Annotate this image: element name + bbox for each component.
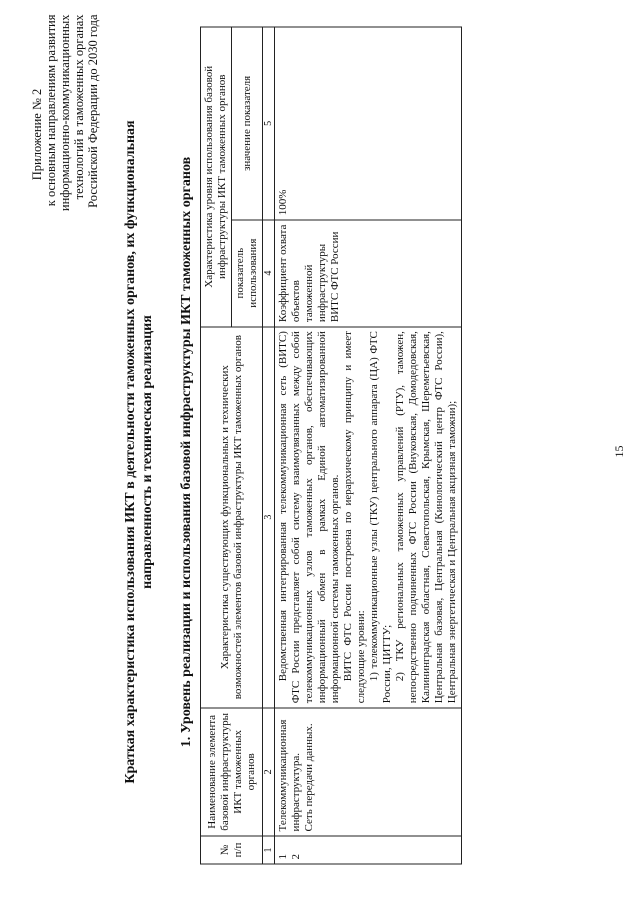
- column-number: 4: [263, 220, 275, 327]
- appendix-number: Приложение № 2: [30, 88, 44, 181]
- header-usage-level: Характеристика уровня использования базовой инфраструктуры ИКТ таможенных органов: [201, 27, 232, 327]
- header-name: Наименование элемента базовой инфраструктуры ИКТ таможенных органов: [201, 708, 263, 836]
- title-line: направленность и техническая реализация: [140, 315, 155, 589]
- element-name: Сеть передачи данных.: [303, 723, 315, 832]
- header-indicator: показатель использования: [232, 220, 263, 327]
- element-name-cell: [275, 708, 462, 836]
- appendix-line: Российской Федерации до 2030 года: [86, 14, 100, 208]
- infrastructure-table: [200, 27, 462, 865]
- description-cell: [275, 327, 462, 708]
- title-line: Краткая характеристика использования ИКТ в деятельности таможенных органов, их функциональная: [123, 120, 138, 784]
- table-header-row: [201, 27, 232, 864]
- section-title: 1. Уровень реализации и использования базовой инфраструктуры ИКТ таможенных органов: [179, 156, 194, 748]
- description-paragraph: 1) телекоммуникационные узлы (ТКУ) центрального аппарата (ЦА) ФТС России, ЦИТТУ;: [368, 331, 393, 704]
- appendix-header: [30, 15, 100, 285]
- row-number: 1: [277, 854, 289, 860]
- column-number: 1: [263, 836, 275, 864]
- page-number: 15: [612, 445, 626, 458]
- appendix-line: к основным направлениям развития: [44, 14, 58, 207]
- column-number-row: [263, 27, 275, 864]
- column-number: 3: [263, 327, 275, 708]
- description-paragraph: ВИТС ФТС России построена по иерархическому принципу и имеет следующие уровни:: [342, 331, 367, 704]
- description-paragraph: 2) ТКУ региональных таможенных управлений (РТУ), таможен, непосредственно подчиненных ФТС России (Внуковская, Домодедовская, Калининградская областная, Севастопольская, Крымская, Шереметьевская, Центральная базовая, Центральная (Кинологический центр ФТС России), Центральная энергетическая и Центральная акцизная таможни);: [394, 331, 458, 704]
- row-number: 2: [290, 854, 302, 860]
- document-title: [122, 0, 156, 905]
- indicator-cell: Коэффициент охвата объектов таможенной инфраструктуры ВИТС ФТС России: [275, 220, 462, 327]
- value-cell: 100%: [275, 27, 462, 220]
- column-number: 5: [263, 27, 275, 220]
- description-paragraph: Ведомственная интегрированная телекоммуникационная сеть (ВИТС) ФТС России представляет собой систему взаимоувязанных между собой телекоммуникационных узлов таможенных органов, обеспечивающих информационный обмен в рамках Единой автоматизированной информационной системы таможенных органов.: [277, 331, 341, 704]
- header-description: Характеристика существующих функциональных и технических возможностей элементов базовой инфраструктуры ИКТ таможенных органов: [201, 327, 263, 708]
- column-number: 2: [263, 708, 275, 836]
- table-row: [275, 27, 462, 864]
- row-numbers: [275, 836, 462, 864]
- appendix-line: технологий в таможенных органах: [72, 14, 86, 200]
- element-name: Телекоммуникационная инфраструктура.: [277, 719, 302, 832]
- header-num: № п/п: [201, 836, 263, 864]
- appendix-line: информационно-коммуникационных: [58, 14, 72, 212]
- header-value: значение показателя: [232, 27, 263, 220]
